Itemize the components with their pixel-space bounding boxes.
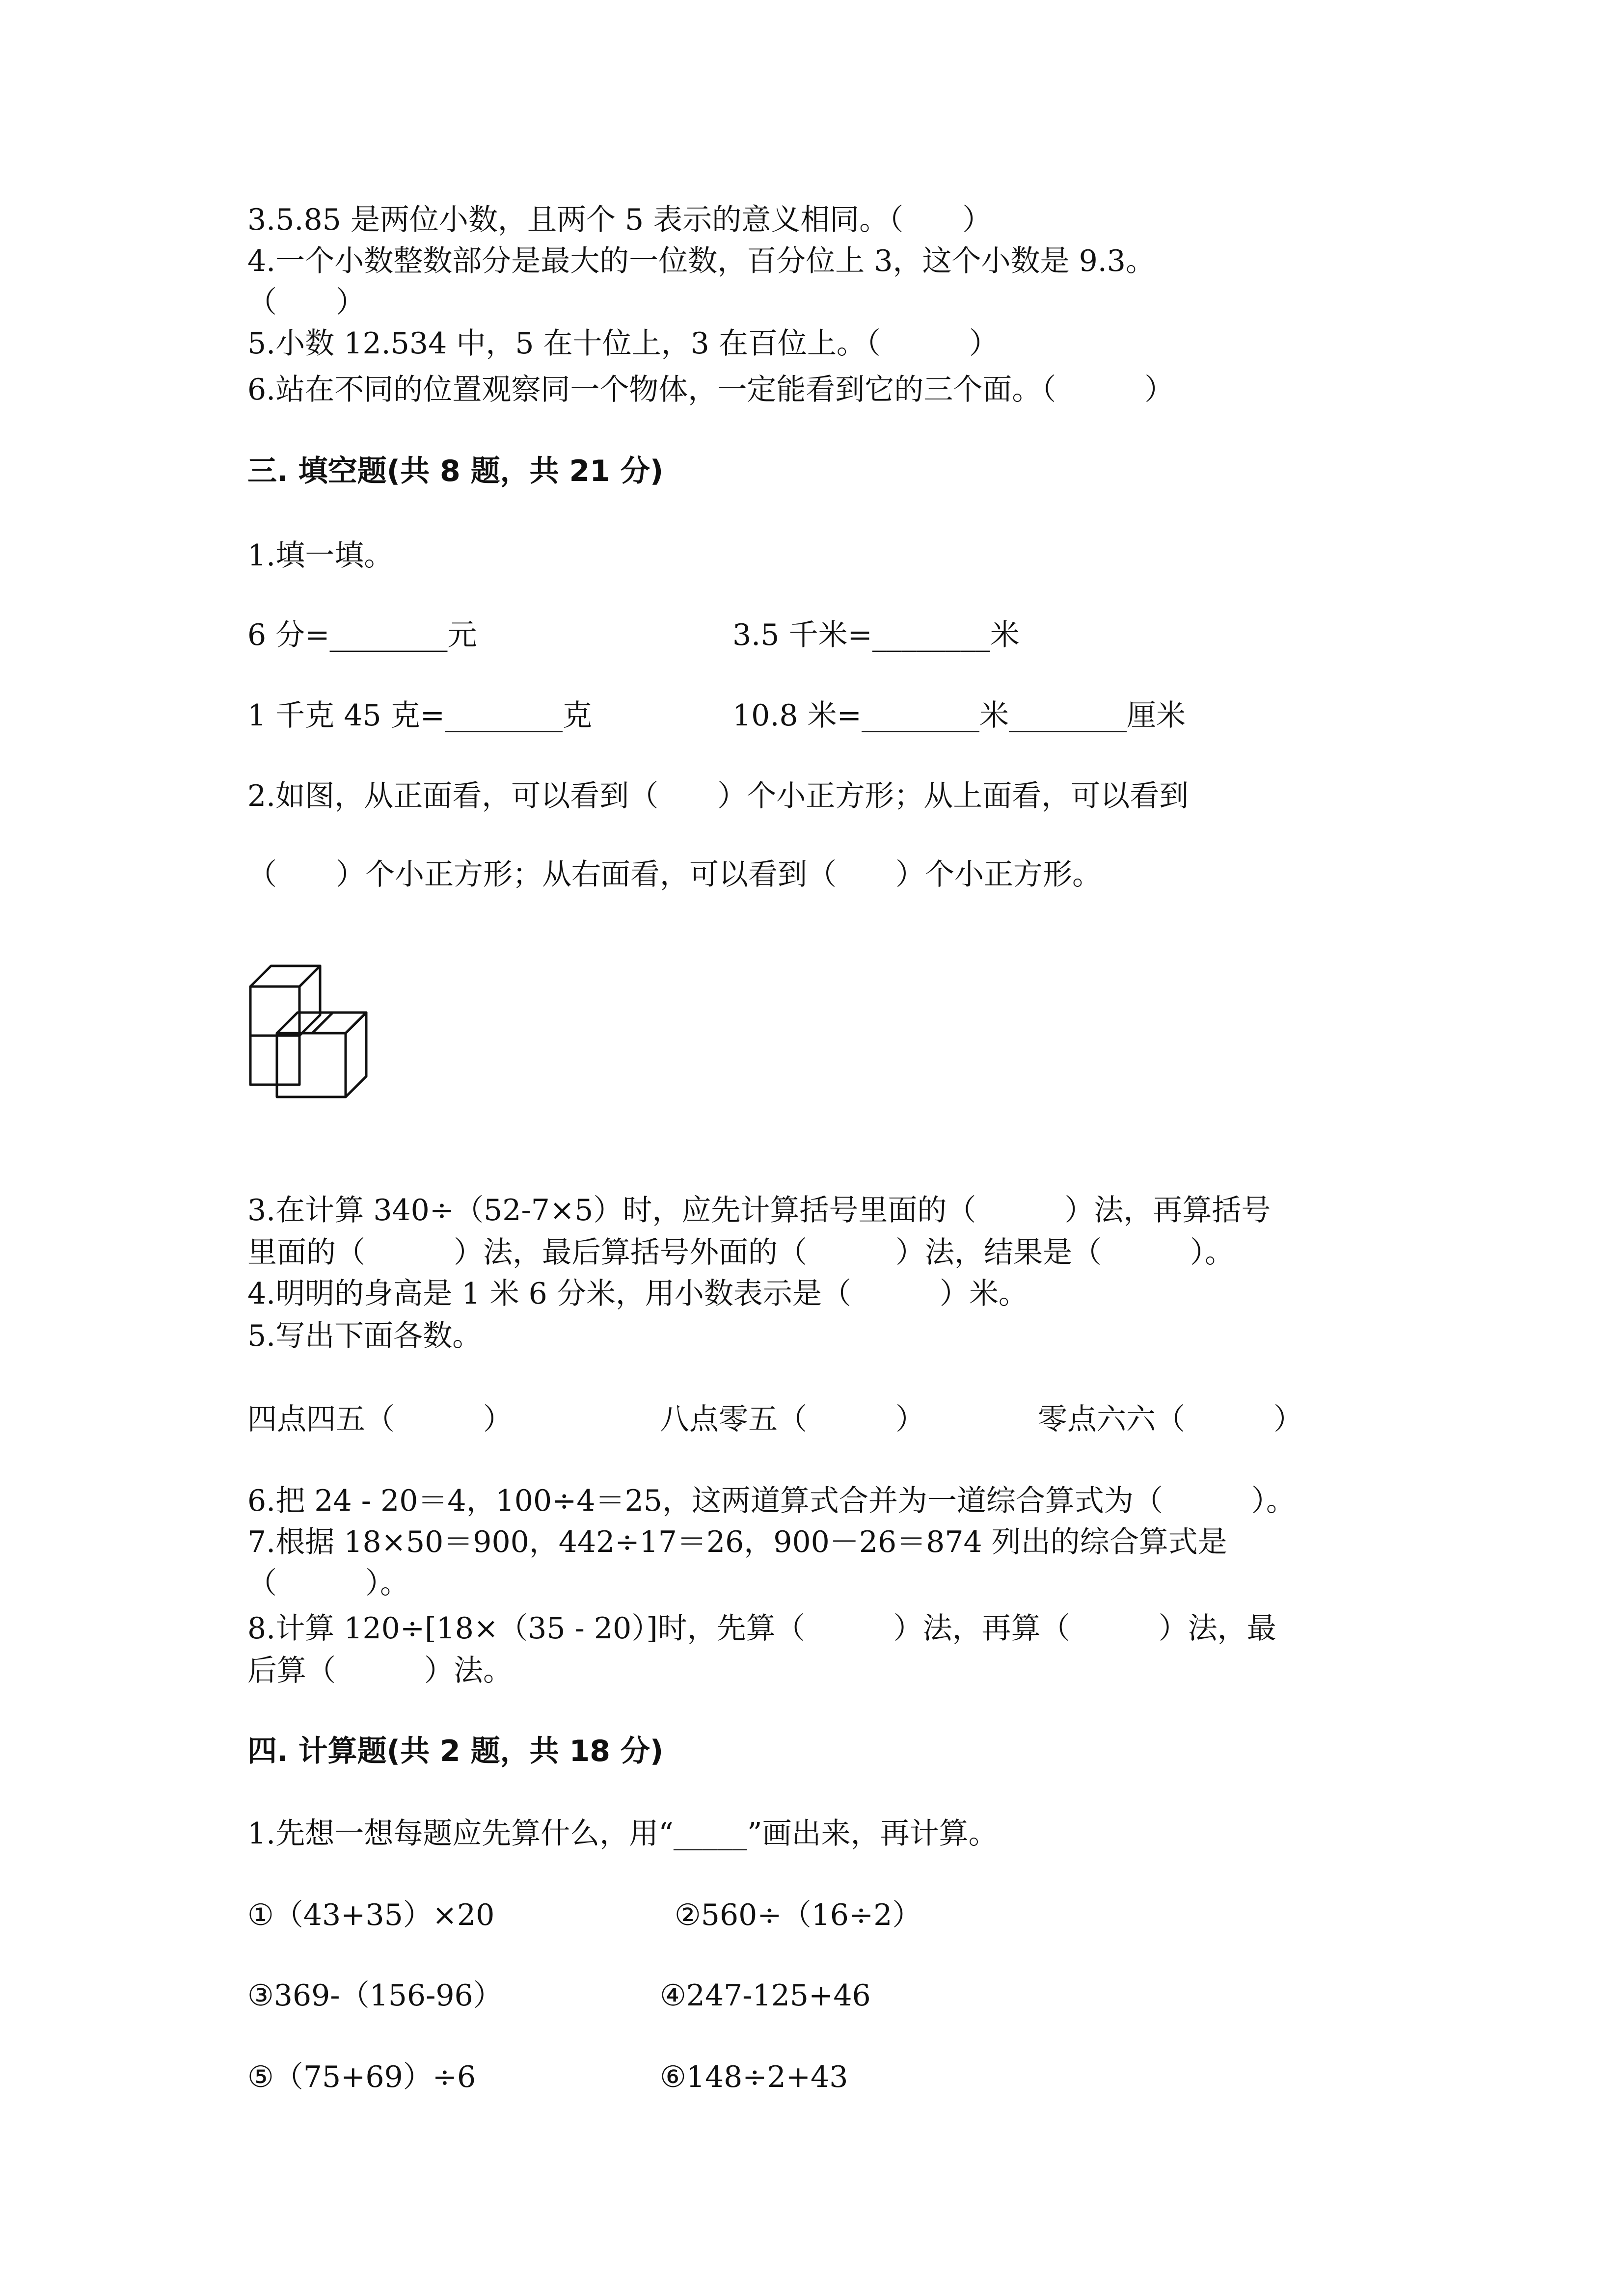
calc-expr-5: ⑤（75+69）÷6 xyxy=(247,2060,476,2094)
top-cube-front-face xyxy=(250,987,299,1036)
fill-q8-line2: 后算（ ）法。 xyxy=(247,1654,513,1688)
cube-stack-figure xyxy=(245,957,383,1104)
front-cube-front-face xyxy=(277,1033,346,1097)
judge-q5: 5.小数 12.534 中，5 在十位上，3 在百位上。（ ） xyxy=(247,326,999,361)
cube-divider xyxy=(312,1013,333,1033)
fill-q1-d: 10.8 米=________米________厘米 xyxy=(732,698,1186,733)
calc-expr-6: ⑥148÷2+43 xyxy=(660,2060,848,2094)
calc-expr-3: ③369-（156-96） xyxy=(247,1978,503,2013)
bottom-left-cube-front-face xyxy=(250,1036,299,1085)
front-cube-side-face xyxy=(346,1013,366,1097)
fill-q7-line1: 7.根据 18×50＝900，442÷17＝26，900－26＝874 列出的综合算式是 xyxy=(247,1525,1227,1559)
fill-q8-line1: 8.计算 120÷[18×（35 - 20）]时，先算（ ）法，再算（ ）法，最 xyxy=(247,1611,1276,1646)
calc-q1: 1.先想一想每题应先算什么，用“_____”画出来，再计算。 xyxy=(247,1816,998,1851)
calc-expr-2: ②560÷（16÷2） xyxy=(675,1898,922,1932)
fill-q1-a: 6 分=________元 xyxy=(247,618,477,652)
calc-expr-1: ①（43+35）×20 xyxy=(247,1898,495,1932)
section3-title: 三. 填空题(共 8 题，共 21 分) xyxy=(247,454,664,488)
fill-q5-b: 八点零五（ ） xyxy=(660,1402,925,1437)
fill-q1-b: 3.5 千米=________米 xyxy=(732,618,1020,652)
top-cube-side-face xyxy=(299,966,320,1036)
fill-q3-line2: 里面的（ ）法，最后算括号外面的（ ）法，结果是（ ）。 xyxy=(247,1235,1234,1270)
judge-q6: 6.站在不同的位置观察同一个物体，一定能看到它的三个面。（ ） xyxy=(247,373,1174,407)
fill-q2-line1: 2.如图，从正面看，可以看到（ ）个小正方形；从上面看，可以看到 xyxy=(247,779,1189,813)
fill-q1-c: 1 千克 45 克=________克 xyxy=(247,698,593,733)
fill-q7-line2: （ ）。 xyxy=(247,1566,409,1601)
section4-title: 四. 计算题(共 2 题，共 18 分) xyxy=(247,1734,664,1768)
judge-q4-line1: 4.一个小数整数部分是最大的一位数，百分位上 3，这个小数是 9.3。 xyxy=(247,244,1155,278)
fill-q5-c: 零点六六（ ） xyxy=(1038,1402,1303,1437)
judge-q4-line2: （ ） xyxy=(247,285,365,320)
fill-q5: 5.写出下面各数。 xyxy=(247,1319,482,1353)
fill-q2-line2: （ ）个小正方形；从右面看，可以看到（ ）个小正方形。 xyxy=(247,857,1102,892)
fill-q4: 4.明明的身高是 1 米 6 分米，用小数表示是（ ）米。 xyxy=(247,1277,1028,1311)
fill-q5-a: 四点四五（ ） xyxy=(247,1402,513,1437)
fill-q3-line1: 3.在计算 340÷（52-7×5）时，应先计算括号里面的（ ）法，再算括号 xyxy=(247,1193,1271,1228)
judge-q3: 3.5.85 是两位小数，且两个 5 表示的意义相同。（ ） xyxy=(247,203,992,237)
fill-q1: 1.填一填。 xyxy=(247,538,394,573)
calc-expr-4: ④247-125+46 xyxy=(660,1978,871,2013)
fill-q6: 6.把 24 - 20＝4，100÷4＝25，这两道算式合并为一道综合算式为（ ）。 xyxy=(247,1484,1296,1518)
